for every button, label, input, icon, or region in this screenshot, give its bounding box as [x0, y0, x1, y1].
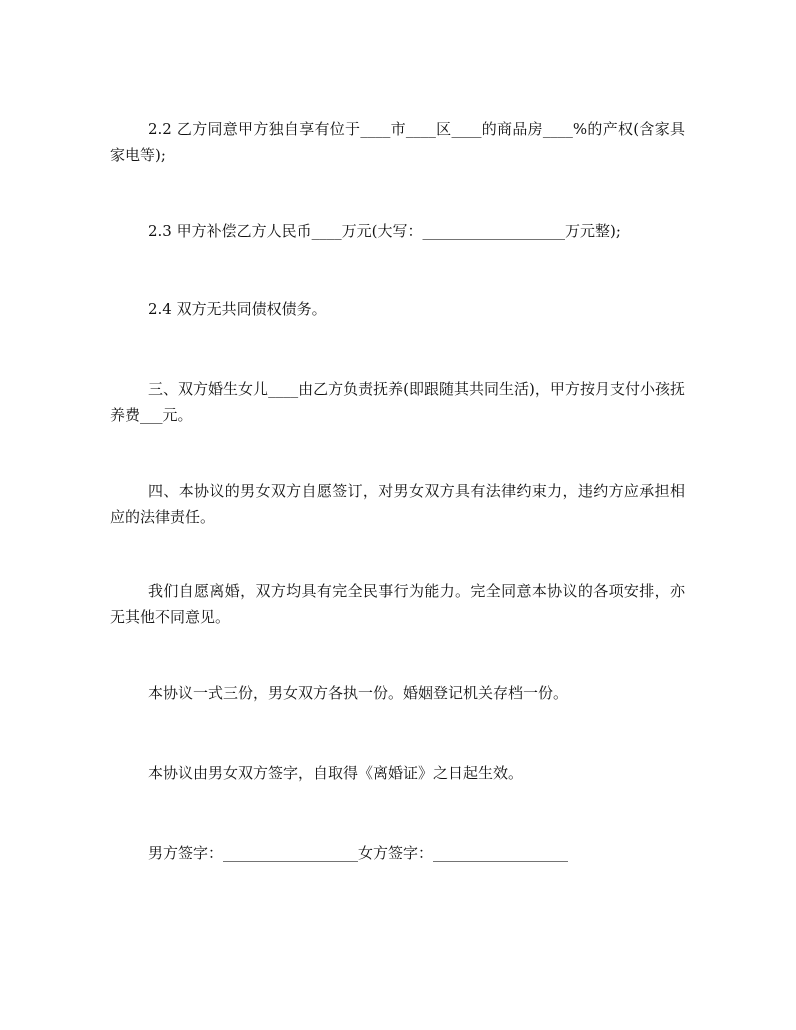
signature-line: 男方签字：__________________女方签字：__________________	[148, 844, 569, 862]
clause-2-3-compensation: 2.3 甲方补偿乙方人民币____万元(大写：___________________万元整);	[148, 222, 621, 240]
copies-statement: 本协议一式三份，男女双方各执一份。婚姻登记机关存档一份。	[148, 684, 569, 702]
clause-2-4-debts: 2.4 双方无共同债权债务。	[148, 300, 327, 318]
clause-2-2-property: 2.2 乙方同意甲方独自享有位于____市____区____的商品房____%的产权(含家具家电等);	[110, 120, 685, 164]
clause-3-child-custody: 三、双方婚生女儿____由乙方负责抚养(即跟随其共同生活)，甲方按月支付小孩抚养费___元。	[110, 380, 685, 424]
effective-date-statement: 本协议由男女双方签字，自取得《离婚证》之日起生效。	[148, 764, 524, 782]
clause-4-legal-binding: 四、本协议的男女双方自愿签订，对男女双方具有法律约束力，违约方应承担相应的法律责任。	[110, 482, 685, 526]
voluntary-divorce-statement: 我们自愿离婚，双方均具有完全民事行为能力。完全同意本协议的各项安排，亦无其他不同意见。	[110, 582, 685, 626]
